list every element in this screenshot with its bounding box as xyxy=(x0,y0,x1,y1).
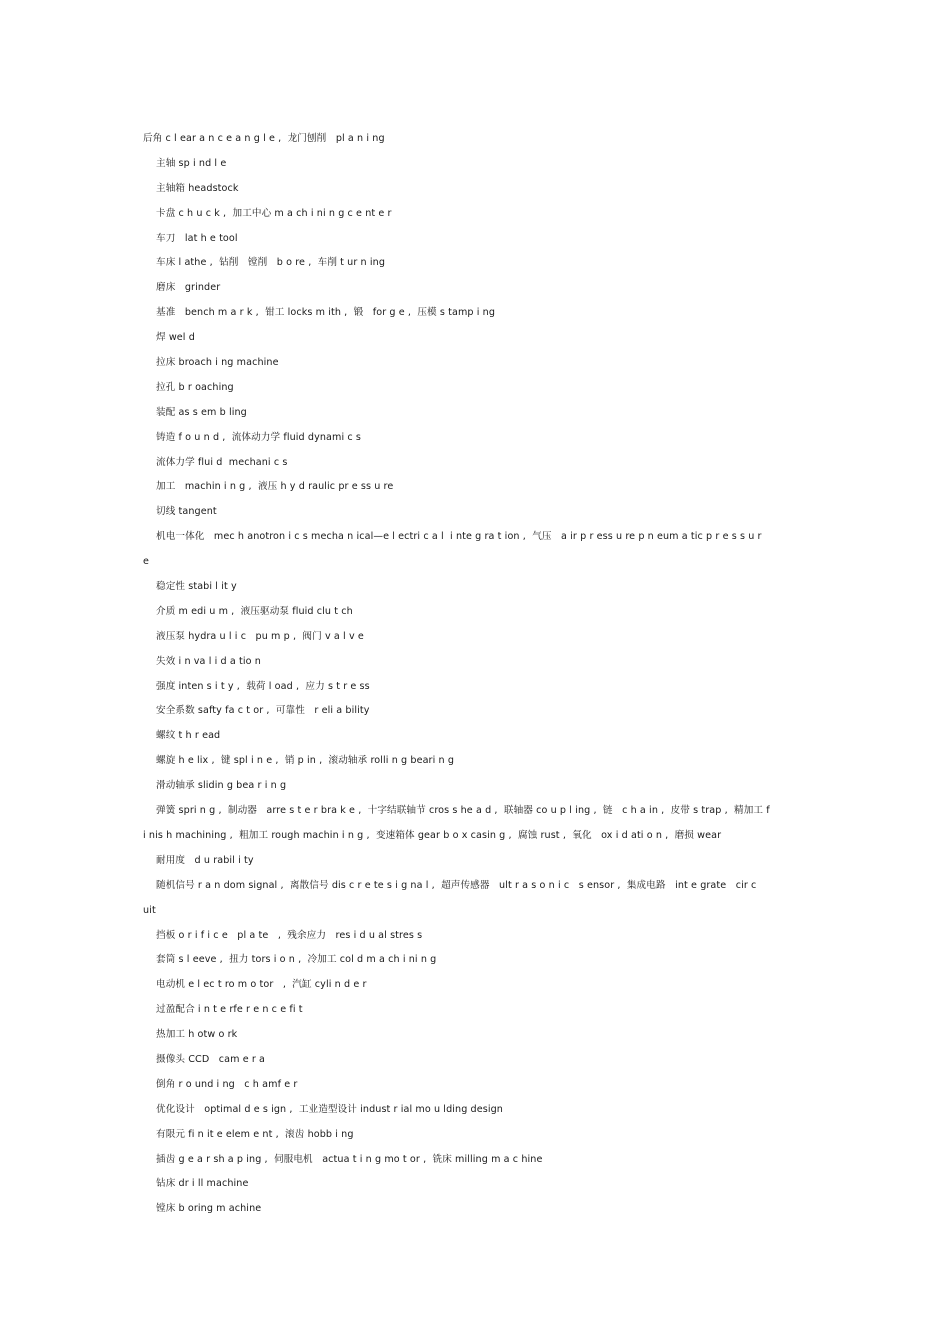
glossary-line: 焊 wel d xyxy=(156,332,195,344)
glossary-line: 磨床 grinder xyxy=(156,282,221,294)
glossary-line: 热加工 h otw o rk xyxy=(156,1029,238,1041)
glossary-line: 卡盘 c h u c k , 加工中心 m a ch i ni n g c e nt e r xyxy=(156,207,392,219)
glossary-line: 基准 bench m a r k , 钳工 locks m ith , 锻 for g e , 压模 s tamp i ng xyxy=(156,307,496,319)
glossary-line: 装配 as s em b ling xyxy=(156,406,247,418)
glossary-line: 钻床 dr i ll machine xyxy=(156,1178,249,1190)
glossary-line: 拉孔 b r oaching xyxy=(156,381,234,393)
glossary-line: 滑动轴承 slidin g bea r i n g xyxy=(156,780,287,792)
glossary-line: 车刀 lat h e tool xyxy=(156,232,238,244)
glossary-line: 失效 i n va l i d a tio n xyxy=(156,655,261,667)
glossary-line: 铸造 f o u n d , 流体动力学 fluid dynami c s xyxy=(156,431,361,443)
glossary-line: 后角 c l ear a n c e a n g l e , 龙门刨削 pl a n i ng xyxy=(143,133,385,144)
glossary-line: 液压泵 hydra u l i c pu m p , 阀门 v a l v e xyxy=(156,630,364,642)
glossary-line: 摄像头 CCD cam e r a xyxy=(156,1053,266,1065)
glossary-line: 镗床 b oring m achine xyxy=(156,1203,262,1215)
glossary-line: 电动机 e l ec t ro m o tor , 汽缸 cyli n d e r xyxy=(156,979,367,991)
glossary-line: 挡板 o r i f i c e pl a te , 残余应力 res i d u al stres s xyxy=(156,929,423,941)
glossary-line: 流体力学 flui d mechani c s xyxy=(156,456,288,468)
glossary-line: 插齿 g e a r sh a p ing , 伺服电机 actua t i n g mo t or , 铣床 milling m a c hine xyxy=(156,1153,543,1165)
glossary-line: i nis h machining , 粗加工 rough machin i n g , 变速箱体 gear b o x casin g , 腐蚀 rust , 氧化 ox i d ati o n , 磨损 wear xyxy=(143,829,722,841)
glossary-line: 耐用度 d u rabil i ty xyxy=(156,854,254,866)
glossary-line: 过盈配合 i n t e rfe r e n c e fi t xyxy=(156,1004,303,1016)
glossary-line: 螺纹 t h r ead xyxy=(156,730,221,742)
glossary-line: 介质 m edi u m , 液压驱动泵 fluid clu t ch xyxy=(156,605,353,617)
glossary-line: uit xyxy=(143,904,156,916)
glossary-line: 螺旋 h e lix , 键 spl i n e , 销 p in , 滚动轴承 rolli n g beari n g xyxy=(156,755,455,767)
glossary-line: 优化设计 optimal d e s ign , 工业造型设计 indust r ial mo u lding design xyxy=(156,1103,503,1115)
glossary-line: 主轴箱 headstock xyxy=(156,182,239,194)
glossary-line: 车床 l athe , 钻削 镗削 b o re , 车削 t ur n ing xyxy=(156,257,386,269)
glossary-line: 切线 tangent xyxy=(156,506,217,518)
glossary-line: 有限元 fi n it e elem e nt , 滚齿 hobb i ng xyxy=(156,1128,354,1140)
glossary-line: 套筒 s l eeve , 扭力 tors i o n , 冷加工 col d m a ch i ni n g xyxy=(156,954,437,966)
glossary-line: 安全系数 safty fa c t or , 可靠性 r eli a bility xyxy=(156,705,370,717)
glossary-line: 随机信号 r a n dom signal , 离散信号 dis c r e te s i g na l , 超声传感器 ult r a s o n i c s ensor , 集成电路 int e grate cir c xyxy=(156,879,757,891)
glossary-line: 主轴 sp i nd l e xyxy=(156,157,227,169)
glossary-line: 拉床 broach i ng machine xyxy=(156,357,279,369)
glossary-line: 弹簧 spri n g , 制动器 arre s t e r bra k e , 十字结联轴节 cros s he a d , 联轴器 co u p l ing , 链 c h a in , 皮带 s trap , 精加工 f xyxy=(156,805,770,817)
glossary-lines xyxy=(143,127,808,1222)
glossary-line: e xyxy=(143,556,150,568)
glossary-line: 加工 machin i n g , 液压 h y d raulic pr e ss u re xyxy=(156,481,394,493)
glossary-line: 机电一体化 mec h anotron i c s mecha n ical—e l ectri c a l i nte g ra t ion , 气压 a ir p r ess u re p n eum a tic p r e s s u r xyxy=(156,531,762,543)
glossary-line: 稳定性 stabi l it y xyxy=(156,581,237,593)
glossary-line: 倒角 r o und i ng c h amf e r xyxy=(156,1078,298,1090)
glossary-line: 强度 inten s i t y , 载荷 l oad , 应力 s t r e ss xyxy=(156,680,370,692)
